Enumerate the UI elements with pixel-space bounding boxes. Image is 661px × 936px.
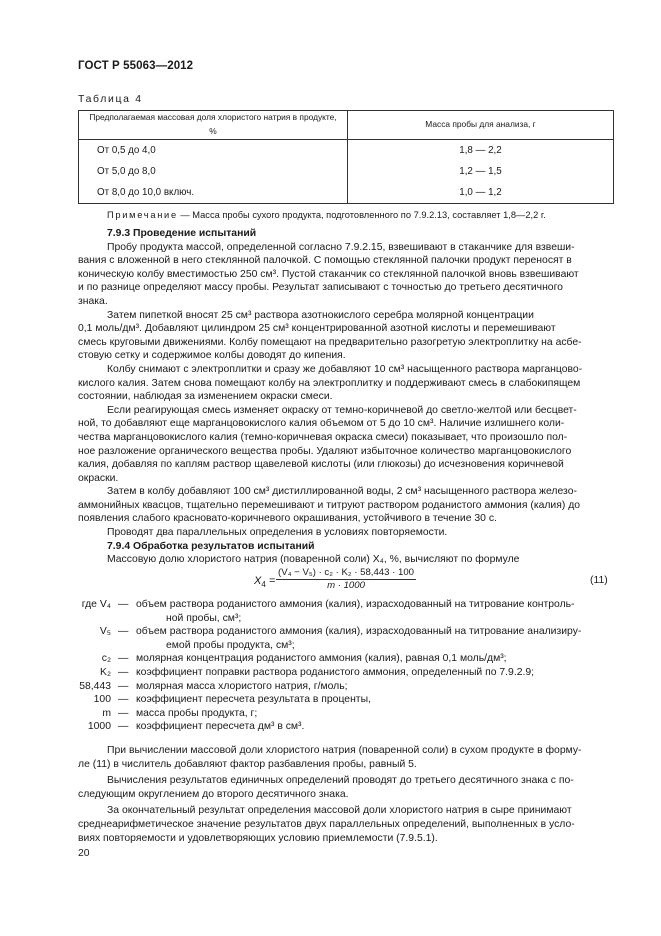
text-line: За окончательный результат определения массовой доли хлористого натрия в сыре принимают (107, 805, 572, 817)
table-cell-mass: 1,2 — 1,5 (348, 161, 614, 182)
paragraph (78, 774, 614, 801)
legend-definition: молярная масса хлористого натрия, г/моль; (136, 680, 348, 692)
text-line: Колбу снимают с электроплитки и сразу же добавляют 10 см³ насыщенного раствора марганцово- (107, 363, 583, 375)
text-line: и по разнице определяют массу пробы. Результат записывают с точностью до третьего десятичного (78, 282, 563, 294)
table-cell-range: От 5,0 до 8,0 (79, 161, 348, 182)
legend-definition: объем раствора роданистого аммония (калия), израсходованный на титрование анализиру- емой пробы продукта, см³; (136, 626, 582, 651)
text-line: чества марганцовокислого калия (темно-коричневая окраска смеси) показывает, что произошло пол- (78, 431, 568, 443)
text-line: ной, то добавляют еще марганцовокислого калия объемом от 5 до 10 см³. Наличие излишнего коли- (78, 418, 565, 430)
paragraph (78, 804, 614, 845)
text-line: аммонийных квасцов, тщательно перемешивают и титруют раствором роданистого аммония (калия) до (78, 499, 581, 511)
text-line: стовую сетку и содержимое колбы доводят до кипения. (78, 350, 346, 362)
section-title-7-9-4: 7.9.4 Обработка результатов испытаний (107, 540, 315, 552)
legend-item: 100 — коэффициент пересчета результата в проценты, (0, 693, 661, 707)
text-line: ле (11) в числитель добавляют фактор разбавления пробы, равный 5. (78, 758, 417, 770)
text-line: знака. (78, 295, 108, 307)
table-row (79, 140, 614, 162)
table-caption: Таблица 4 (78, 94, 143, 105)
text-line: При вычислении массовой доли хлористого натрия (поваренной соли) в сухом продукте в форму- (107, 745, 582, 756)
table-note (107, 209, 546, 223)
legend-symbol: 58,443 (79, 680, 111, 692)
formula-lhs: $X_4$ = (254, 575, 276, 590)
legend-symbol: 100 (93, 694, 111, 706)
text-line: виях повторяемости и удовлетворяющих условию приемлемости (7.9.5.1). (78, 832, 438, 844)
table-cell-mass: 1,0 — 1,2 (348, 182, 614, 204)
legend-symbol: 1000 (87, 721, 111, 733)
table-row (79, 182, 614, 204)
legend-item: где V₄ — объем раствора роданистого аммония (калия), израсходованный на титрование контроль- ной пробы, см³; (0, 598, 661, 625)
formula-11 (0, 566, 661, 596)
text-line: окраски. (78, 472, 119, 484)
formula-legend (0, 598, 661, 734)
table-cell-range: От 0,5 до 4,0 (79, 140, 348, 162)
text-line: Затем в колбу добавляют 100 см³ дистиллированной воды, 2 см³ насыщенного раствора железо- (107, 486, 577, 498)
formula-fraction (276, 567, 416, 592)
section-title-7-9-3: 7.9.3 Проведение испытаний (107, 228, 257, 239)
page-number: 20 (78, 848, 90, 859)
note-text: — Масса пробы сухого продукта, подготовленного по 7.9.2.13, составляет 1,8—2,2 г. (180, 210, 546, 220)
text-line: вания с вложенной в него стеклянной палочкой. С помощью стеклянной палочки продукт переносят в (78, 255, 572, 267)
formula-intro: Массовую долю хлористого натрия (поваренной соли) X₄, %, вычисляют по формуле (107, 554, 520, 566)
legend-definition: молярная концентрация роданистого аммония (калия), равная 0,1 моль/дм³; (136, 653, 507, 665)
text-line: Если реагирующая смесь изменяет окраску от темно-коричневой до светло-желтой или бесцвет- (107, 404, 577, 416)
table-header-mass: Масса пробы для анализа, г (348, 111, 614, 140)
legend-symbol: m (102, 707, 111, 719)
legend-definition: масса пробы продукта, г; (136, 707, 258, 719)
paragraph (78, 309, 614, 363)
text-line: ное разложение органического вещества пробы. Удаляют избыточное количество марганцовокислого (78, 445, 572, 457)
table-header-row (79, 111, 614, 140)
section-7-9-3 (78, 227, 614, 567)
table-cell-mass: 1,8 — 2,2 (348, 140, 614, 162)
text-line: Вычисления результатов единичных определений проводят до третьего десятичного знака с по- (107, 775, 574, 787)
text-line: следующим округлением до второго десятичного знака. (78, 788, 349, 800)
text-line: Пробу продукта массой, определенной согласно 7.9.2.15, взвешивают в стаканчике для взвеши- (107, 241, 575, 253)
formula-number: (11) (590, 575, 608, 586)
legend-definition: коэффициент пересчета дм³ в см³. (136, 721, 305, 733)
table-row (79, 161, 614, 182)
legend-item: 58,443 — молярная масса хлористого натрия, г/моль; (0, 680, 661, 694)
table-cell-range: От 8,0 до 10,0 включ. (79, 182, 348, 204)
table-4 (78, 110, 614, 204)
table-header-range: Предполагаемая массовая доля хлористого натрия в продукте, % (79, 111, 348, 140)
paragraph (78, 241, 614, 309)
text-line: калия, добавляя по каплям раствор щавелевой кислоты (или глюкозы) до исчезновения коричневой (78, 459, 564, 471)
legend-symbol: c₂ (101, 653, 111, 665)
section-7-9-4-continued (78, 744, 614, 845)
legend-symbol: где V₄ (81, 599, 111, 610)
text-line: 0,1 моль/дм³. Добавляют цилиндром 25 см³ концентрированной азотной кислоты и перемешивают (78, 323, 556, 335)
legend-definition: коэффициент пересчета результата в проценты, (136, 694, 371, 706)
legend-item: K₂ — коэффициент поправки раствора роданистого аммония, определенный по 7.9.2.9; (0, 666, 661, 680)
formula-denominator: m · 1000 (327, 580, 365, 591)
paragraph (78, 485, 614, 526)
legend-item: c₂ — молярная концентрация роданистого аммония (калия), равная 0,1 моль/дм³; (0, 652, 661, 666)
text-line: кислого калия. Затем снова помещают колбу на электроплитку и поддерживают смесь в слабокипящем (78, 377, 581, 389)
standard-header: ГОСТ Р 55063—2012 (78, 60, 194, 72)
text-line: Проводят два параллельных определения в условиях повторяемости. (107, 527, 448, 539)
paragraph (78, 744, 614, 771)
paragraph (78, 363, 614, 404)
legend-symbol: K₂ (100, 666, 111, 678)
legend-definition: объем раствора роданистого аммония (калия), израсходованный на титрование контроль- ной пробы, см³; (136, 599, 575, 624)
text-line: появления слабого красновато-коричневого окрашивания, устойчивого в течение 30 с. (78, 513, 497, 525)
legend-item: V₅ — объем раствора роданистого аммония (калия), израсходованный на титрование анализиру- емой пробы продукта, см³; (0, 625, 661, 652)
legend-item: 1000 — коэффициент пересчета дм³ в см³. (0, 720, 661, 734)
paragraph (78, 404, 614, 486)
text-line: смесь круговыми движениями. Колбу помещают на предварительно разогретую электроплитку на асбе- (78, 336, 582, 348)
formula-numerator: (V₄ − V₅) · c₂ · K₂ · 58,443 · 100 (278, 567, 414, 578)
legend-symbol: V₅ (99, 626, 111, 638)
text-line: состоянии, наблюдая за изменением окраски смеси. (78, 391, 333, 403)
paragraph (78, 526, 614, 540)
legend-item: m — масса пробы продукта, г; (0, 707, 661, 721)
legend-definition: коэффициент поправки раствора роданистого аммония, определенный по 7.9.2.9; (136, 666, 535, 678)
note-label: Примечание (107, 210, 178, 220)
text-line: Затем пипеткой вносят 25 см³ раствора азотнокислого серебра молярной концентрации (107, 309, 534, 321)
text-line: среднеарифметическое значение результатов двух параллельных определений, выполненных в усло- (78, 818, 575, 830)
text-line: коническую колбу вместимостью 250 см³. Пустой стаканчик со стеклянной палочкой вновь взвешивают (78, 268, 579, 280)
